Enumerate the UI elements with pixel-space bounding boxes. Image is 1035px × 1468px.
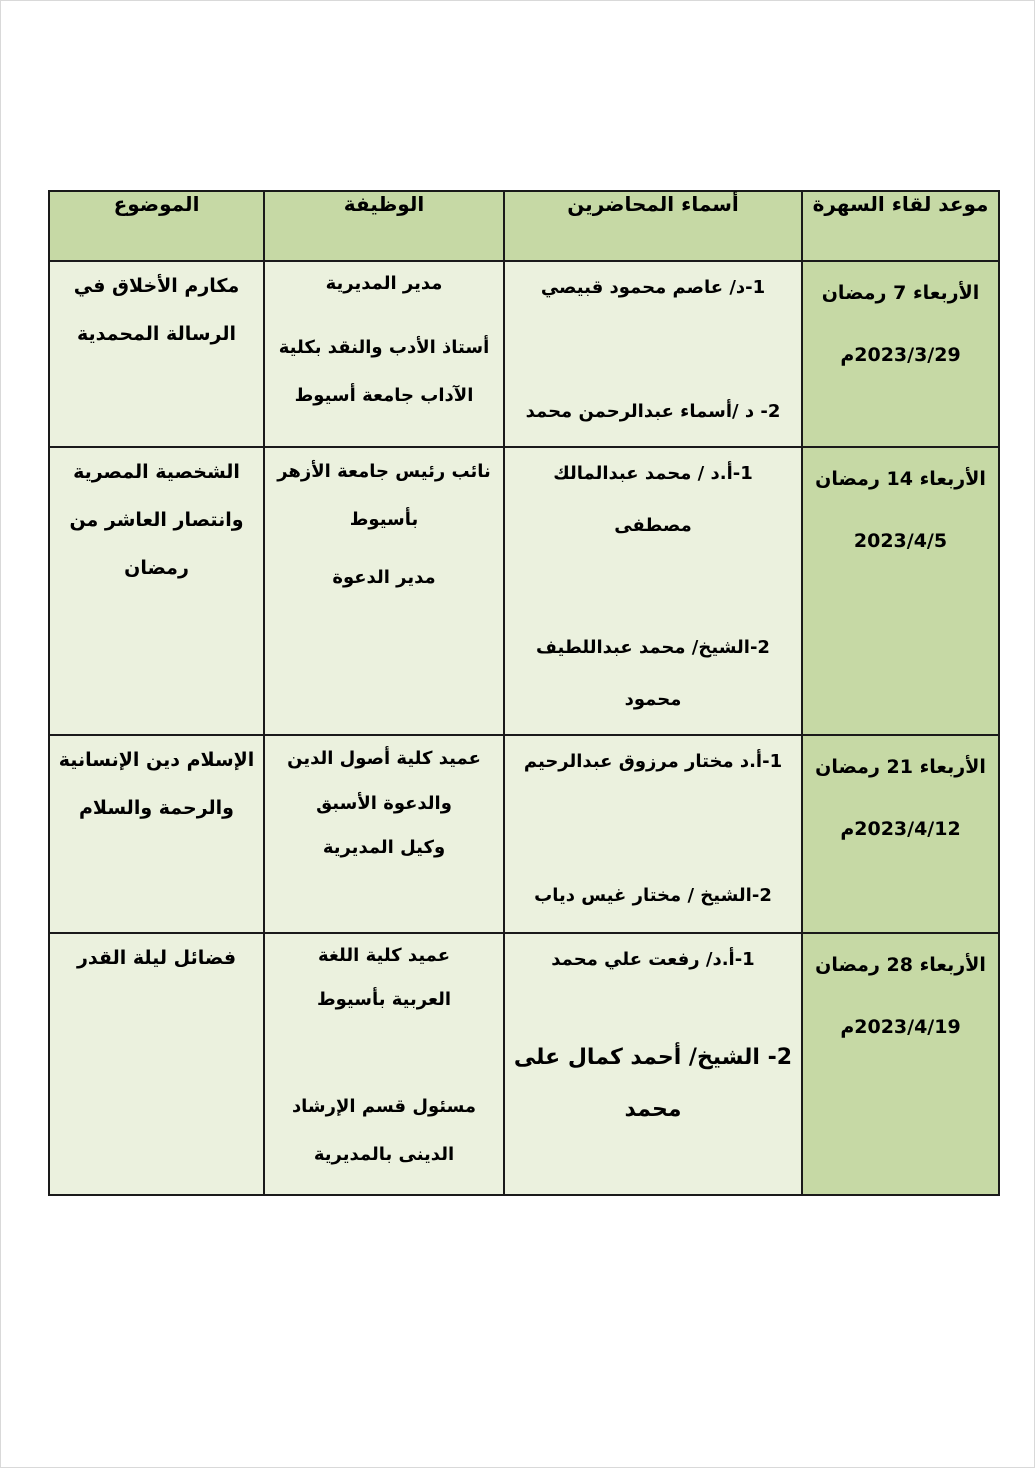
date-gregorian: 2023/3/29م <box>840 344 961 366</box>
table-row <box>49 261 999 447</box>
job-line: عميد كلية أصول الدين <box>287 748 481 769</box>
speaker-1 <box>505 448 801 552</box>
names-cell <box>504 261 802 447</box>
header-date: موعد لقاء السهرة <box>802 191 999 261</box>
speaker-2 <box>505 870 801 922</box>
job-line: مدير الدعوة <box>332 567 436 588</box>
date-cell <box>802 261 999 447</box>
topic-line: رمضان <box>124 557 189 579</box>
job-line: الآداب جامعة أسيوط <box>294 385 474 406</box>
job-line: العربية بأسيوط <box>316 989 452 1010</box>
names-cell <box>504 933 802 1195</box>
speaker-line: 1-أ.د/ رفعت علي محمد <box>551 949 755 970</box>
speaker-1 <box>505 736 801 788</box>
topic-line: والرحمة والسلام <box>79 797 234 819</box>
date-day: الأربعاء 7 رمضان <box>821 282 980 304</box>
speaker-line: 1-أ.د / محمد عبدالمالك <box>553 463 753 484</box>
topic-line: الرسالة المحمدية <box>76 323 236 345</box>
speaker-1 <box>505 934 801 986</box>
date-day: الأربعاء 28 رمضان <box>815 954 986 976</box>
topic-cell <box>49 447 264 735</box>
job-line: الدينى بالمديرية <box>313 1144 455 1165</box>
speaker-line: محمود <box>624 689 682 710</box>
speaker-line: مصطفى <box>614 515 692 536</box>
header-job: الوظيفة <box>264 191 504 261</box>
job-line: والدعوة الأسبق <box>316 793 452 814</box>
job-line: وكيل المديرية <box>322 837 446 858</box>
job-cell <box>264 261 504 447</box>
speaker-line: 2- الشيخ/ أحمد كمال على <box>513 1045 793 1070</box>
speaker-line: 2-الشيخ/ محمد عبداللطيف <box>536 637 770 658</box>
date-cell <box>802 933 999 1195</box>
names-cell <box>504 735 802 933</box>
table-row <box>49 447 999 735</box>
schedule-table <box>48 190 1000 1196</box>
date-day: الأربعاء 21 رمضان <box>815 756 986 778</box>
topic-cell <box>49 735 264 933</box>
speaker-line: 1-أ.د مختار مرزوق عبدالرحيم <box>523 751 783 772</box>
speaker-2 <box>505 622 801 726</box>
topic-line: مكارم الأخلاق في <box>73 275 240 297</box>
topic-line: الشخصية المصرية <box>73 461 240 483</box>
topic-cell <box>49 261 264 447</box>
speaker-2 <box>505 1032 801 1136</box>
topic-cell <box>49 933 264 1195</box>
job-line: مدير المديرية <box>325 273 443 294</box>
job-line: نائب رئيس جامعة الأزهر <box>277 461 491 482</box>
speaker-line: 2- د /أسماء عبدالرحمن محمد <box>525 401 781 422</box>
speaker-2 <box>505 386 801 438</box>
job-cell <box>264 447 504 735</box>
header-topic: الموضوع <box>49 191 264 261</box>
job-line: بأسيوط <box>349 509 419 530</box>
job-line: أستاذ الأدب والنقد بكلية <box>278 337 490 358</box>
speaker-line: 1-د/ عاصم محمود قبيصي <box>540 277 766 298</box>
date-cell <box>802 447 999 735</box>
speaker-1 <box>505 262 801 314</box>
topic-line: وانتصار العاشر من <box>69 509 244 531</box>
job-cell <box>264 735 504 933</box>
date-gregorian: 2023/4/12م <box>840 818 961 840</box>
header-row <box>49 191 999 261</box>
topic-line: الإسلام دين الإنسانية <box>58 749 255 771</box>
job-line: عميد كلية اللغة <box>317 945 451 966</box>
speaker-line: 2-الشيخ / مختار غيس دياب <box>534 885 772 906</box>
date-gregorian: 2023/4/19م <box>840 1016 961 1038</box>
table-row <box>49 735 999 933</box>
job-cell <box>264 933 504 1195</box>
date-day: الأربعاء 14 رمضان <box>815 468 986 490</box>
header-names: أسماء المحاضرين <box>504 191 802 261</box>
date-gregorian: 2023/4/5 <box>853 530 948 552</box>
date-cell <box>802 735 999 933</box>
speaker-line: محمد <box>624 1097 682 1122</box>
table-row <box>49 933 999 1195</box>
topic-line: فضائل ليلة القدر <box>76 947 237 969</box>
job-line: مسئول قسم الإرشاد <box>291 1096 477 1117</box>
names-cell <box>504 447 802 735</box>
